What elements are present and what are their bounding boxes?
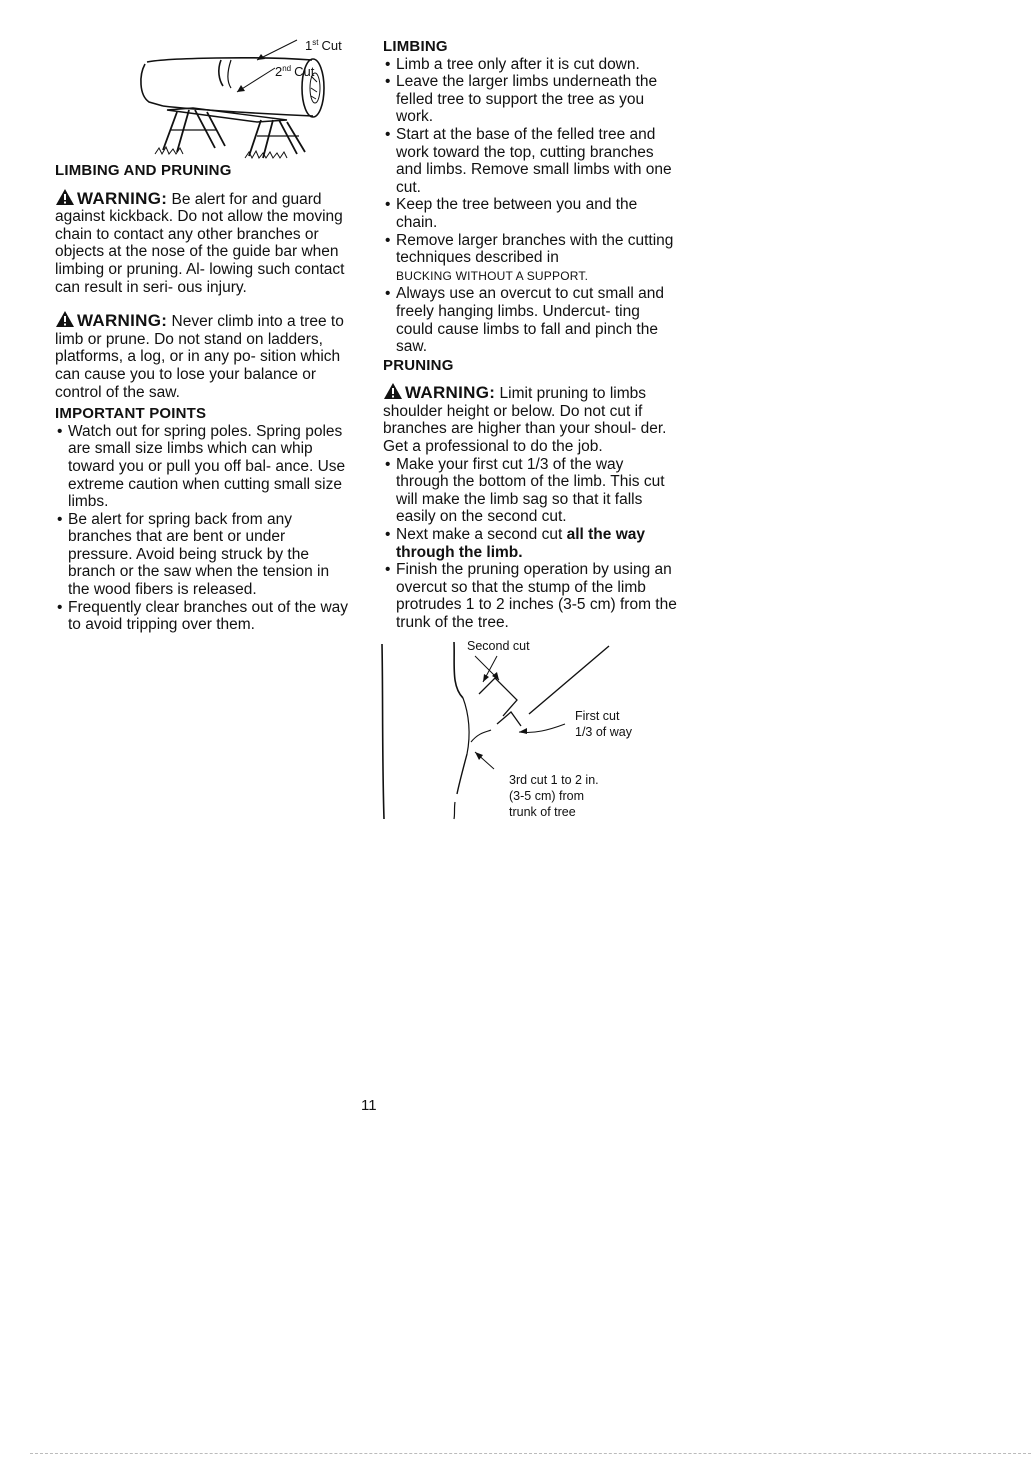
- right-column: [383, 38, 679, 824]
- left-column: [55, 30, 353, 634]
- list-item: • Watch out for spring poles. Spring poles are small size limbs which can whip toward you or pull you off bal- ance. Use extreme caution when cutting small size limbs.: [55, 423, 353, 511]
- limbing-pruning-heading: LIMBING AND PRUNING: [55, 162, 232, 179]
- warning-label: WARNING:: [405, 383, 496, 403]
- second-cut-label: [275, 64, 315, 79]
- third-cut-label-line1: 3rd cut 1 to 2 in.: [509, 772, 599, 787]
- first-cut-label-line1: First cut: [575, 708, 620, 723]
- list-item-text: Remove larger branches with the cutting techniques described in: [396, 231, 674, 267]
- warning-text: Never climb into a tree to limb or prune. Do not stand on ladders, platforms, a log, or in any po- sition which can cause you to lose your balance or control of the saw.: [55, 313, 344, 401]
- list-item: [383, 232, 679, 286]
- second-cut-num: 2: [275, 64, 283, 79]
- second-cut-label: Second cut: [467, 638, 530, 653]
- important-points-list: [55, 423, 353, 634]
- list-item: • Start at the base of the felled tree and work toward the top, cutting branches and limbs. Remove small limbs with one cut.: [383, 126, 679, 196]
- limbing-list: [383, 56, 679, 356]
- list-item: • Finish the pruning operation by using an overcut so that the stump of the limb protrudes 1 to 2 inches (3-5 cm) from the trunk of the tree.: [383, 561, 679, 631]
- pruning-cuts-figure: [379, 634, 679, 824]
- third-cut-label-line3: trunk of tree: [509, 804, 576, 819]
- first-cut-word: Cut: [321, 38, 342, 53]
- list-item-emphasis: all the way through the limb.: [396, 526, 645, 561]
- pruning-heading: PRUNING: [383, 356, 454, 374]
- list-item: • Make your first cut 1/3 of the way through the bottom of the limb. This cut will make the limb sag so that it falls easily on the second cut.: [383, 456, 679, 526]
- list-item: • Leave the larger limbs underneath the felled tree to support the tree as you work.: [383, 73, 679, 126]
- pruning-list: [383, 456, 679, 632]
- list-item-text: Next make a second cut: [396, 526, 563, 544]
- second-cut-sup: nd: [282, 64, 292, 73]
- third-cut-label-line2: (3-5 cm) from: [509, 788, 584, 803]
- log-on-sawhorse-figure: [137, 30, 342, 160]
- second-cut-word: Cut: [294, 64, 315, 79]
- limbing-heading: LIMBING: [383, 38, 448, 55]
- cross-reference: BUCKING WITHOUT A SUPPORT.: [396, 268, 589, 283]
- bottom-divider: [30, 1453, 1031, 1454]
- warning-triangle-icon: [55, 188, 75, 206]
- kickback-warning: [55, 188, 353, 297]
- important-points-heading: IMPORTANT POINTS: [55, 405, 207, 423]
- first-cut-label-line2: 1/3 of way: [575, 724, 632, 739]
- pruning-warning: [383, 382, 679, 455]
- warning-label: WARNING:: [77, 311, 168, 331]
- warning-triangle-icon: [55, 310, 75, 328]
- warning-triangle-icon: [383, 382, 403, 400]
- list-item: • Be alert for spring back from any branches that are bent or under pressure. Avoid being struck by the branch or the saw when the tension in the wood fibers is released.: [55, 511, 353, 599]
- list-item: [383, 526, 679, 561]
- list-item: • Limb a tree only after it is cut down.: [383, 56, 679, 74]
- list-item: • Keep the tree between you and the chain.: [383, 196, 679, 231]
- page-number: 11: [361, 1097, 377, 1114]
- warning-text: Be alert for and guard against kickback. Do not allow the moving chain to contact any other branches or objects at the nose of the guide bar when limbing or pruning. Al- lowing such contact can result in seri- ous injury.: [55, 190, 345, 296]
- first-cut-num: 1: [305, 38, 313, 53]
- first-cut-sup: st: [312, 38, 319, 47]
- first-cut-label: [305, 38, 342, 53]
- warning-text: Limit pruning to limbs shoulder height or below. Do not cut if branches are higher than your shoul- der. Get a professional to do the job.: [383, 385, 667, 456]
- list-item: • Always use an overcut to cut small and freely hanging limbs. Undercut- ting could cause limbs to fall and pinch the saw.: [383, 285, 679, 355]
- climb-warning: [55, 310, 353, 401]
- list-item: • Frequently clear branches out of the way to avoid tripping over them.: [55, 599, 353, 634]
- warning-label: WARNING:: [77, 188, 168, 208]
